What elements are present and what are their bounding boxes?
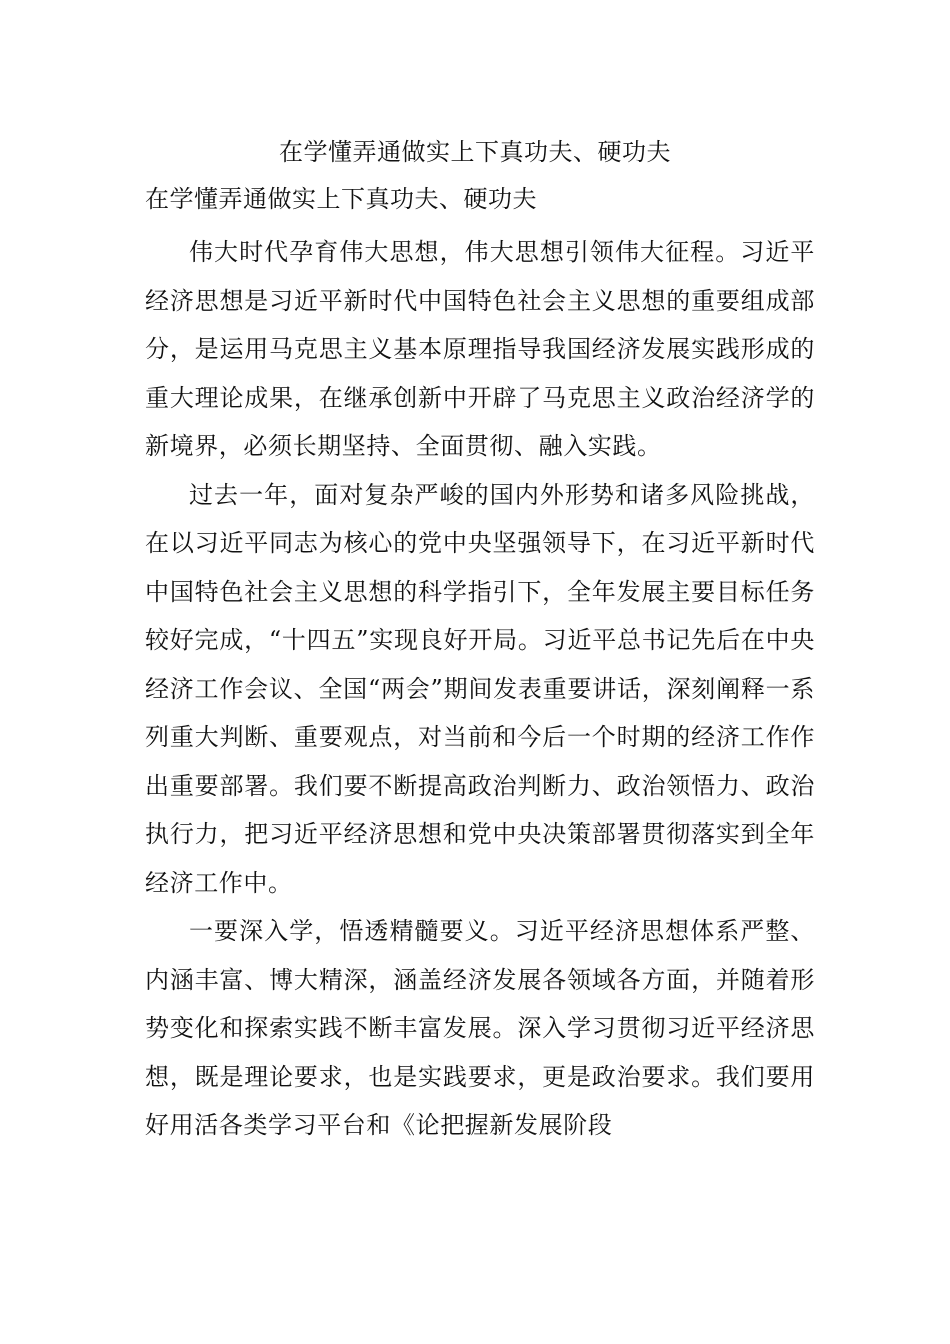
document-subtitle: 在学懂弄通做实上下真功夫、硬功夫 [145,185,537,213]
document-title: 在学懂弄通做实上下真功夫、硬功夫 [279,138,671,166]
document-body [145,228,815,1150]
paragraph-2: 过去一年，面对复杂严峻的国内外形势和诸多风险挑战，在以习近平同志为核心的党中央坚强领导下，在习近平新时代中国特色社会主义思想的科学指引下，全年发展主要目标任务较好完成，“十四五”实现良好开局。习近平总书记先后在中央经济工作会议、全国“两会”期间发表重要讲话，深刻阐释一系列重大判断、重要观点，对当前和今后一个时期的经济工作作出重要部署。我们要不断提高政治判断力、政治领悟力、政治执行力，把习近平经济思想和党中央决策部署贯彻落实到全年经济工作中。 [145,480,815,897]
paragraph-1: 伟大时代孕育伟大思想，伟大思想引领伟大征程。习近平经济思想是习近平新时代中国特色社会主义思想的重要组成部分，是运用马克思主义基本原理指导我国经济发展实践形成的重大理论成果，在继承创新中开辟了马克思主义政治经济学的新境界，必须长期坚持、全面贯彻、融入实践。 [145,238,815,460]
paragraph-3: 一要深入学，悟透精髓要义。习近平经济思想体系严整、内涵丰富、博大精深，涵盖经济发展各领域各方面，并随着形势变化和探索实践不断丰富发展。深入学习贯彻习近平经济思想，既是理论要求，也是实践要求，更是政治要求。我们要用好用活各类学习平台和《论把握新发展阶段 [145,917,815,1139]
